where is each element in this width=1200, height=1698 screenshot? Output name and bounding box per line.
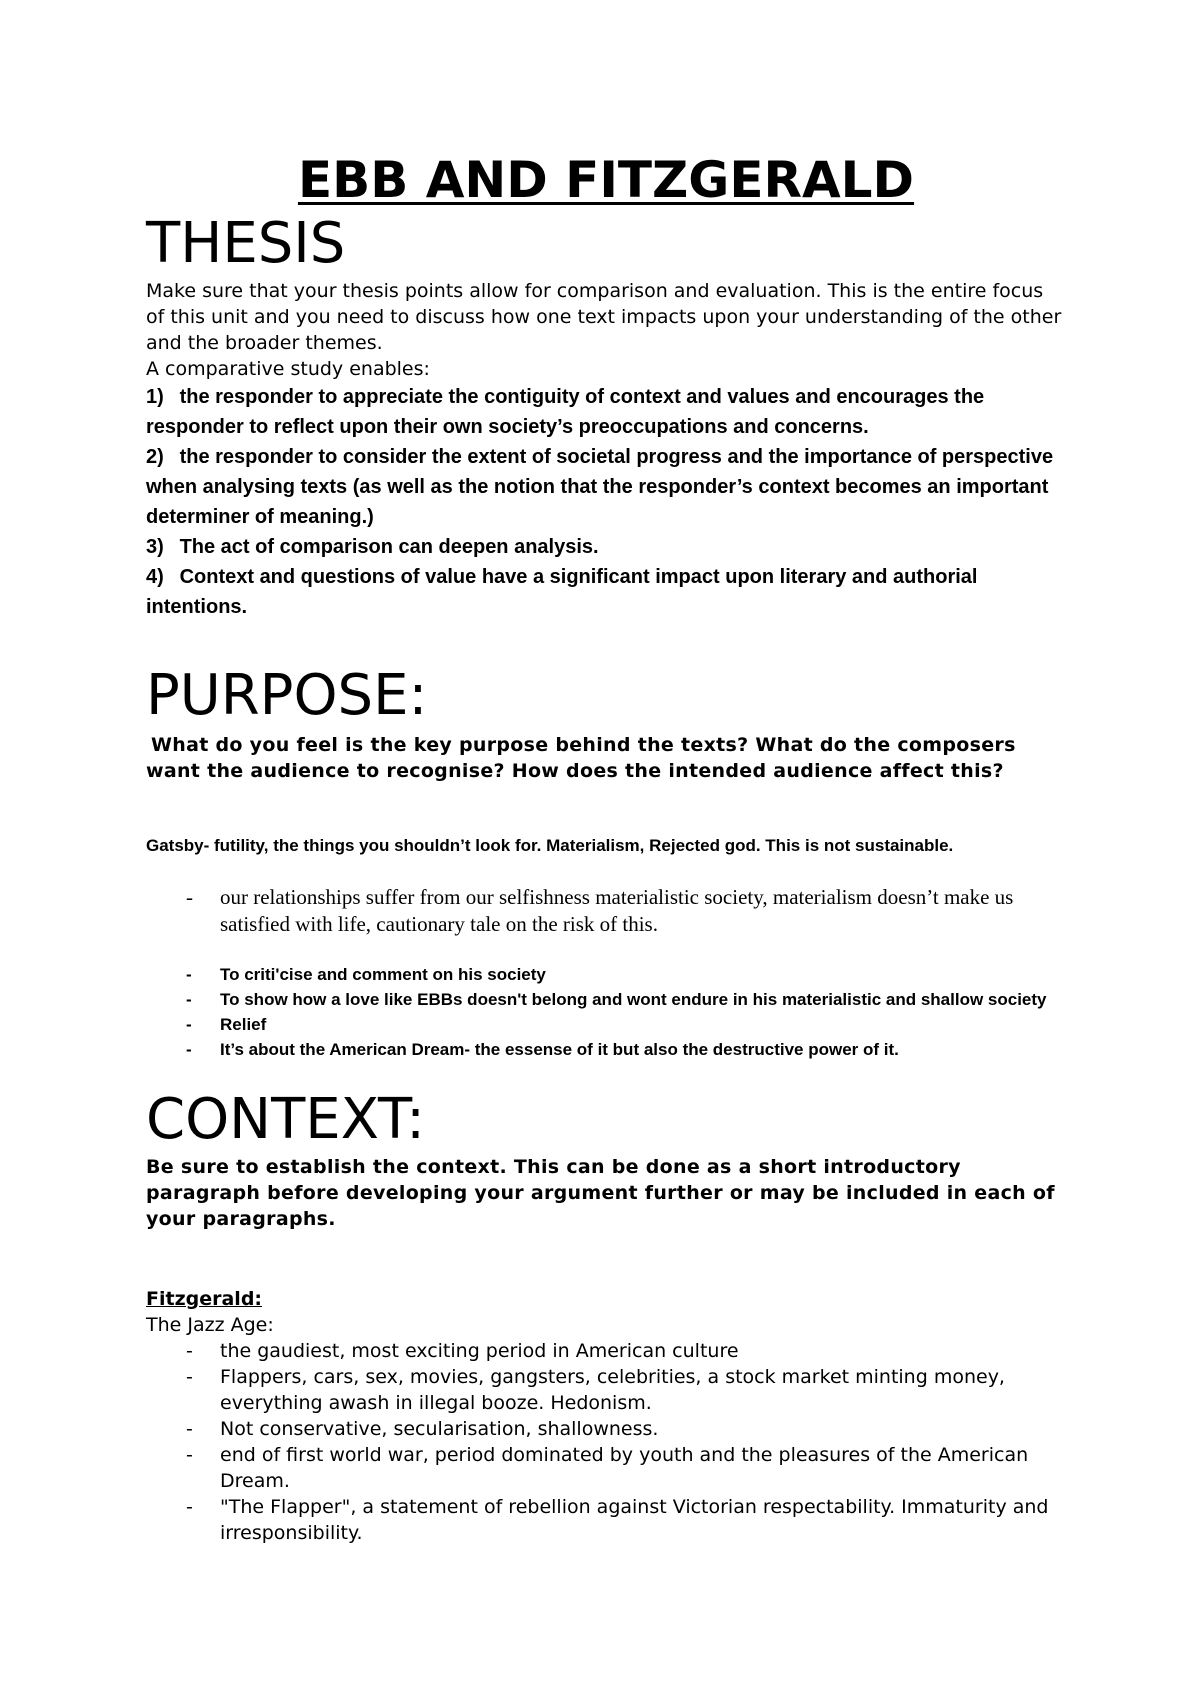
list-text: The act of comparison can deepen analysis. [179, 536, 599, 558]
document-title: EBB AND FITZGERALD [297, 151, 915, 209]
dash-bullet: - [186, 1015, 192, 1034]
dash-bullet: - [186, 1496, 193, 1518]
thesis-enables: A comparative study enables: [146, 358, 430, 380]
list-text: end of first world war, period dominated by youth and the pleasures of the American Dream. [220, 1444, 1029, 1492]
list-item [146, 1416, 1066, 1442]
list-number: 2) [146, 446, 164, 468]
list-text: Relief [220, 1015, 267, 1034]
purpose-heading: PURPOSE: [146, 663, 428, 728]
list-text: To criti'cise and comment on his society [220, 965, 546, 984]
list-item [146, 962, 1066, 987]
list-item [146, 1037, 1066, 1062]
thesis-points-list [146, 382, 1066, 622]
list-item [146, 1338, 1066, 1364]
thesis-heading: THESIS [146, 211, 346, 276]
list-item [146, 1494, 1066, 1546]
list-text: To show how a love like EBBs doesn't belong and wont endure in his materialistic and shallow society [220, 990, 1047, 1009]
fitzgerald-subheading [146, 1286, 1066, 1312]
list-text: Flappers, cars, sex, movies, gangsters, celebrities, a stock market minting money, everything awash in illegal booze. Hedonism. [220, 1366, 1005, 1414]
list-item [146, 562, 1066, 622]
list-text: the responder to consider the extent of societal progress and the importance of perspective when analysing texts (as well as the notion that the responder’s context becomes an important determiner of meaning.) [146, 446, 1054, 528]
gatsby-note: Gatsby- futility, the things you shouldn’t look for. Materialism, Rejected god. This is not sustainable. [146, 836, 954, 855]
thesis-intro: Make sure that your thesis points allow for comparison and evaluation. This is the entire focus of this unit and you need to discuss how one text impacts upon your understanding of the other and the broader themes. [146, 280, 1062, 354]
purpose-prompt: What do you feel is the key purpose behind the texts? What do the composers want the audience to recognise? How does the intended audience affect this? [146, 734, 1016, 782]
list-number: 3) [146, 536, 164, 558]
context-prompt: Be sure to establish the context. This can be done as a short introductory paragraph before developing your argument further or may be included in each of your paragraphs. [146, 1156, 1055, 1230]
purpose-bold-list [146, 962, 1066, 1062]
list-item [146, 884, 1066, 938]
list-item [146, 1012, 1066, 1037]
list-text: Not conservative, secularisation, shallowness. [220, 1418, 659, 1440]
list-text: the responder to appreciate the contiguity of context and values and encourages the responder to reflect upon their own society’s preoccupations and concerns. [146, 386, 985, 438]
fitzgerald-label: Fitzgerald: [146, 1288, 263, 1310]
dash-bullet: - [186, 1444, 193, 1466]
dash-bullet: - [186, 885, 193, 909]
list-text: the gaudiest, most exciting period in American culture [220, 1340, 739, 1362]
list-item [146, 1364, 1066, 1416]
list-number: 1) [146, 386, 164, 408]
list-text: our relationships suffer from our selfishness materialistic society, materialism doesn’t make us satisfied with life, cautionary tale on the risk of this. [220, 885, 1014, 936]
list-item [146, 1442, 1066, 1494]
context-points-list [146, 1338, 1066, 1546]
list-item [146, 532, 1066, 562]
list-text: "The Flapper", a statement of rebellion against Victorian respectability. Immaturity and irresponsibility. [220, 1496, 1049, 1544]
dash-bullet: - [186, 990, 192, 1009]
jazz-age-label: The Jazz Age: [146, 1314, 274, 1336]
list-text: It’s about the American Dream- the essense of it but also the destructive power of it. [220, 1040, 899, 1059]
dash-bullet: - [186, 965, 192, 984]
list-item [146, 442, 1066, 532]
list-number: 4) [146, 566, 164, 588]
dash-bullet: - [186, 1366, 193, 1388]
dash-bullet: - [186, 1040, 192, 1059]
list-item [146, 382, 1066, 442]
list-text: Context and questions of value have a significant impact upon literary and authorial intentions. [146, 566, 978, 618]
purpose-serif-list [146, 884, 1066, 938]
dash-bullet: - [186, 1418, 193, 1440]
list-item [146, 987, 1066, 1012]
context-heading: CONTEXT: [146, 1087, 425, 1152]
dash-bullet: - [186, 1340, 193, 1362]
